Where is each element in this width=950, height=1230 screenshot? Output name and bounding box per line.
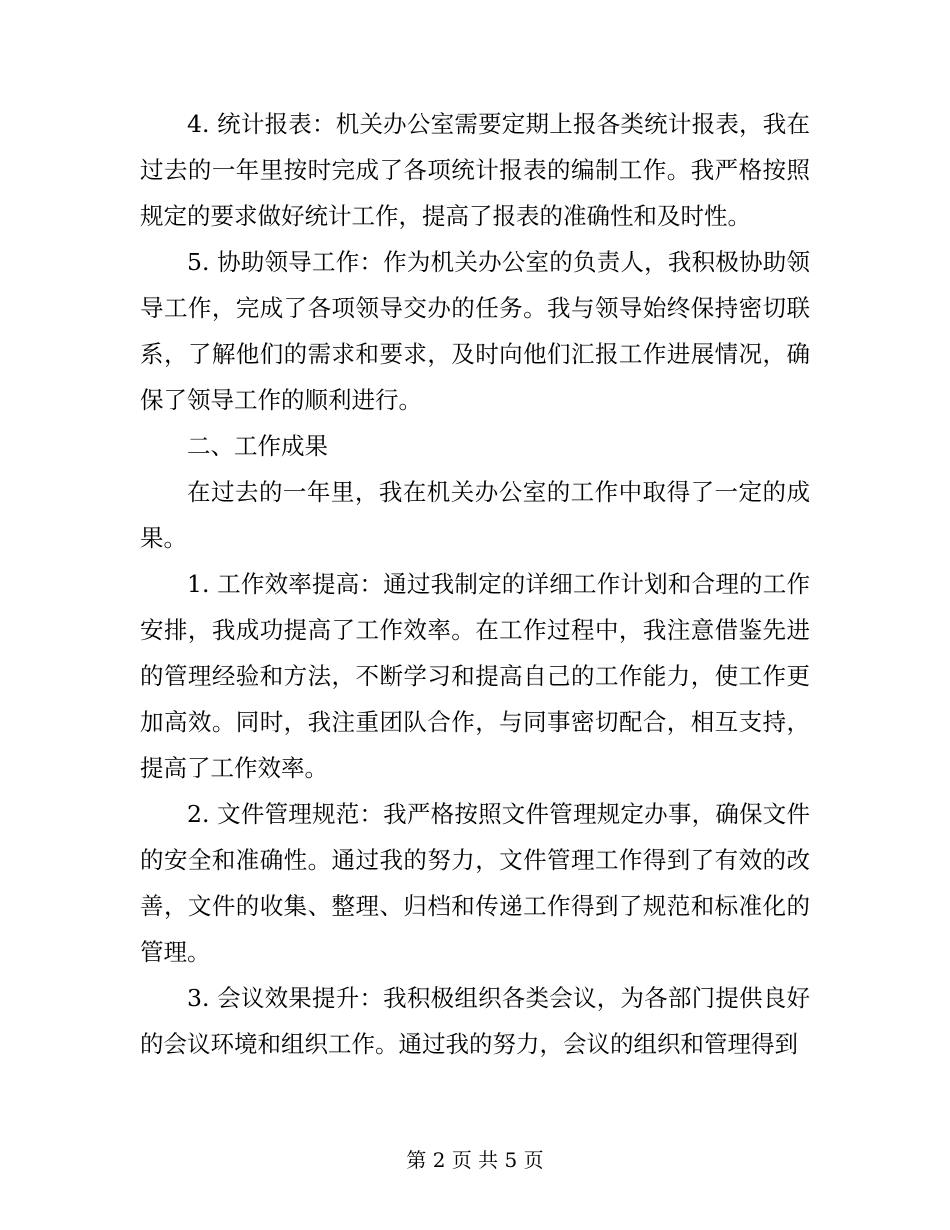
paragraph-assist-leadership: 5. 协助领导工作：作为机关办公室的负责人，我积极协助领导工作，完成了各项领导交办的任务。我与领导始终保持密切联系，了解他们的需求和要求，及时向他们汇报工作进展情况，确保了领导工作的顺利进行。 xyxy=(140,248,810,414)
document-body xyxy=(140,101,810,1067)
paragraph-meeting-effectiveness: 3. 会议效果提升：我积极组织各类会议，为各部门提供良好的会议环境和组织工作。通过我的努力，会议的组织和管理得到 xyxy=(140,984,810,1058)
paragraph-efficiency-improved: 1. 工作效率提高：通过我制定的详细工作计划和合理的工作安排，我成功提高了工作效率。在工作过程中，我注意借鉴先进的管理经验和方法，不断学习和提高自己的工作能力，使工作更加高效。同时，我注重团队合作，与同事密切配合，相互支持，提高了工作效率。 xyxy=(140,570,810,782)
section-heading-work-results: 二、工作成果 xyxy=(187,432,328,460)
page-number-label: 第 2 页 共 5 页 xyxy=(406,1148,544,1172)
paragraph-statistics-reports: 4. 统计报表：机关办公室需要定期上报各类统计报表，我在过去的一年里按时完成了各项统计报表的编制工作。我严格按照规定的要求做好统计工作，提高了报表的准确性和及时性。 xyxy=(140,110,810,230)
paragraph-results-intro: 在过去的一年里，我在机关办公室的工作中取得了一定的成果。 xyxy=(140,478,810,552)
page-footer xyxy=(0,1146,950,1174)
paragraph-file-management: 2. 文件管理规范：我严格按照文件管理规定办事，确保文件的安全和准确性。通过我的努力，文件管理工作得到了有效的改善，文件的收集、整理、归档和传递工作得到了规范和标准化的管理。 xyxy=(140,800,810,966)
